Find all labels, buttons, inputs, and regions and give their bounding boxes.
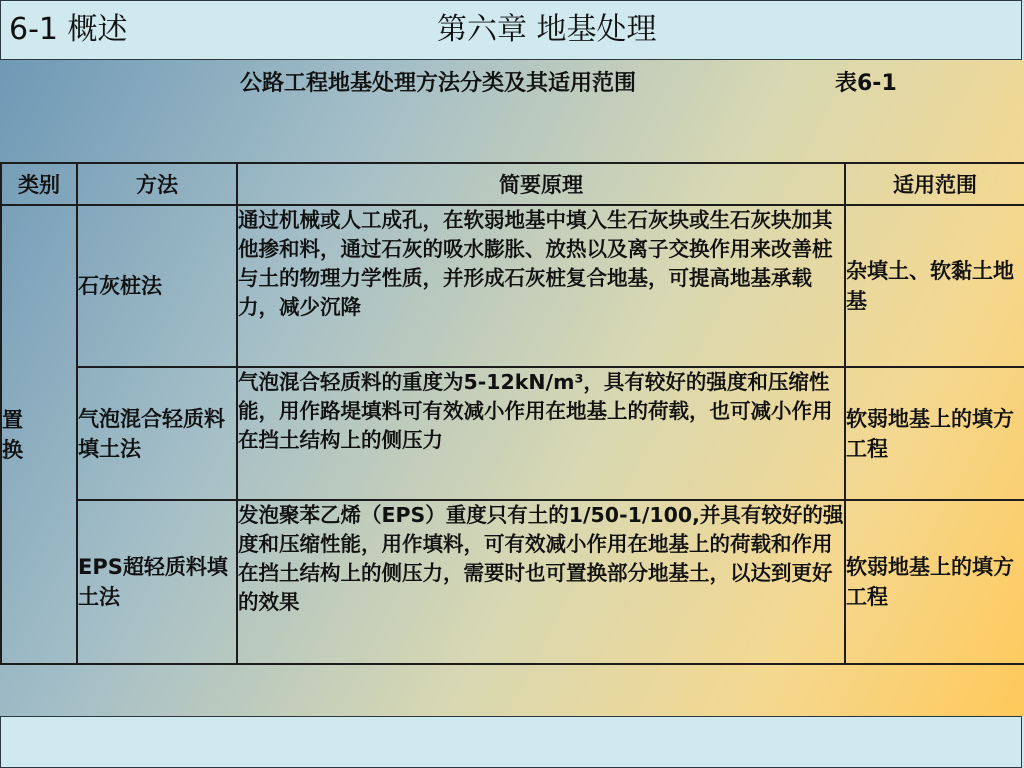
principle-cell: 气泡混合轻质料的重度为5-12kN/m³，具有较好的强度和压缩性能，用作路堤填料可有效减小作用在地基上的荷载，也可减小作用在挡土结构上的侧压力 [237,367,845,500]
footer-bar [0,716,1022,768]
table-row [1,205,1024,367]
chapter-title: 第六章 地基处理 [437,12,657,47]
table-row [1,367,1024,500]
header-category: 类别 [1,163,77,205]
scope-cell: 软弱地基上的填方工程 [845,500,1024,664]
principle-cell: 通过机械或人工成孔，在软弱地基中填入生石灰块或生石灰块加其他掺和料，通过石灰的吸水膨胀、放热以及离子交换作用来改善桩与土的物理力学性质，并形成石灰桩复合地基，可提高地基承载力，减少沉降 [237,205,845,367]
table-caption: 公路工程地基处理方法分类及其适用范围 [240,71,637,96]
scope-cell: 杂填土、软黏土地基 [845,205,1024,367]
header-scope: 适用范围 [845,163,1024,205]
principle-cell: 发泡聚苯乙烯（EPS）重度只有土的1/50-1/100,并具有较好的强度和压缩性能，用作填料，可有效减小作用在地基上的荷载和作用在挡土结构上的侧压力，需要时也可置换部分地基土，以达到更好的效果 [237,500,845,664]
title-bar [0,0,1022,60]
method-cell: 石灰桩法 [77,205,237,367]
category-label: 置换 [2,407,23,462]
table-header-row [1,163,1024,205]
slide-content [0,60,1024,716]
method-cell: 气泡混合轻质料填土法 [77,367,237,500]
header-method: 方法 [77,163,237,205]
section-label: 6-1 概述 [9,12,128,47]
ground-treatment-table [0,162,1024,665]
table-number: 表6-1 [835,71,897,96]
header-principle: 简要原理 [237,163,845,205]
method-cell: EPS超轻质料填土法 [77,500,237,664]
table-row [1,500,1024,664]
category-cell [1,205,77,664]
scope-cell: 软弱地基上的填方工程 [845,367,1024,500]
